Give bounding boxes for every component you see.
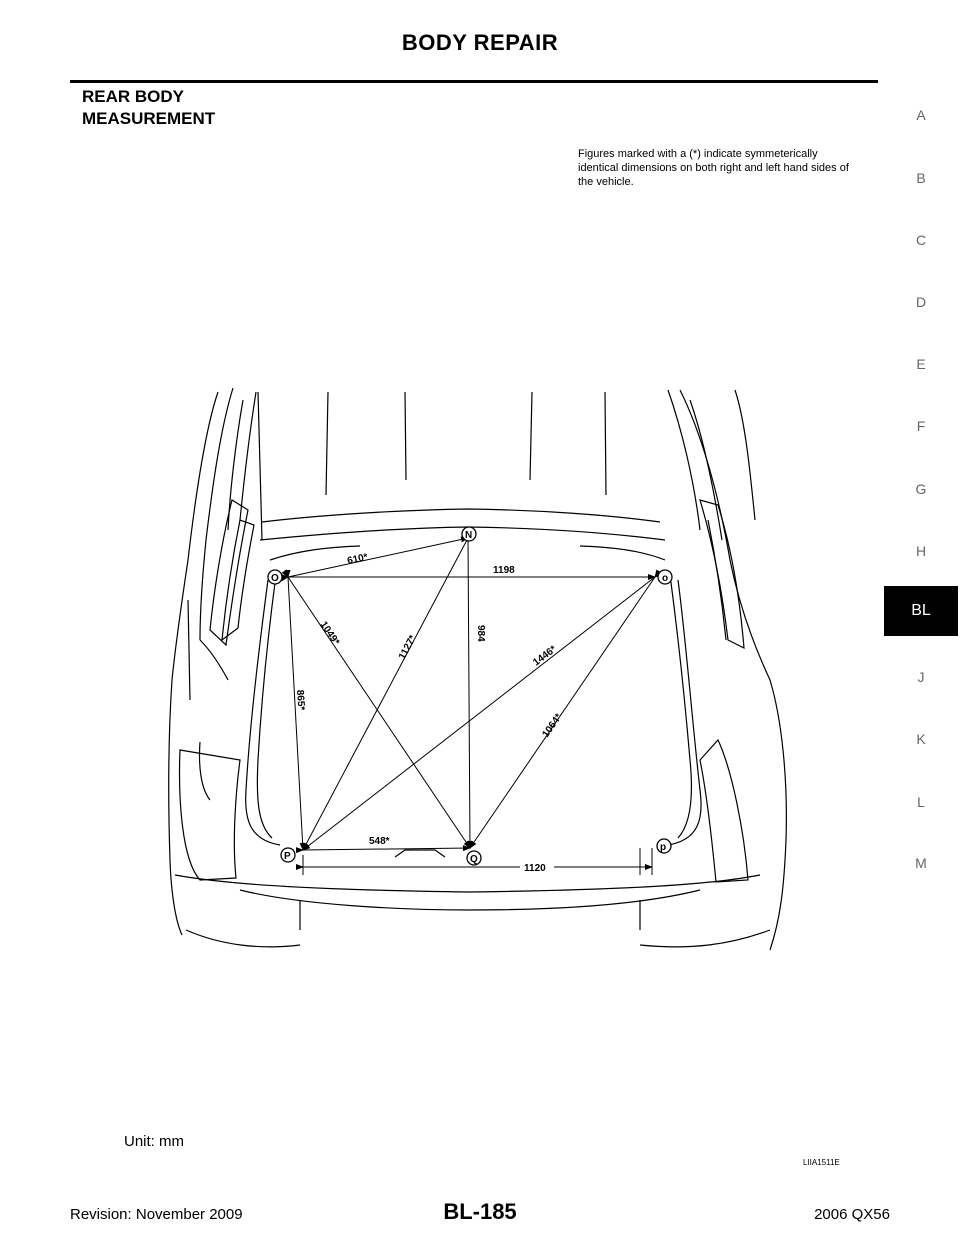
- point-p-label: P: [284, 851, 291, 862]
- point-o-label: O: [271, 573, 279, 584]
- dim-o-o: 1198: [493, 565, 515, 576]
- line-o-p: [303, 577, 655, 850]
- point-q-label: Q: [470, 854, 478, 865]
- tab-f[interactable]: F: [916, 418, 926, 434]
- tab-l[interactable]: L: [917, 794, 925, 810]
- dim-n-o: 610*: [346, 551, 369, 567]
- dim-p-q: 548*: [369, 836, 390, 847]
- tab-e[interactable]: E: [916, 356, 926, 372]
- section-index-tabs: [884, 0, 960, 1242]
- tab-j[interactable]: J: [917, 669, 925, 685]
- unit-label: Unit: mm: [124, 1133, 184, 1150]
- dim-o-q: 1049*: [317, 619, 342, 648]
- point-p-lower-marker: [657, 839, 671, 853]
- line-p-q: [303, 848, 470, 850]
- dim-o-q-right: 1064*: [540, 711, 565, 740]
- point-n-label: N: [465, 530, 473, 541]
- symmetry-note: Figures marked with a (*) indicate symmeterically identical dimensions on both right and left hand sides of the vehicle.: [578, 148, 849, 188]
- line-o-q: [288, 577, 470, 848]
- line-o-q-right: [470, 577, 655, 848]
- footer-revision: Revision: November 2009: [70, 1206, 243, 1223]
- point-o-marker: [268, 570, 282, 584]
- tab-b[interactable]: B: [916, 170, 926, 186]
- point-q-marker: [467, 851, 481, 865]
- point-n-marker: [462, 527, 476, 541]
- footer-page-number: BL-185: [443, 1199, 517, 1224]
- page-header-title: BODY REPAIR: [401, 30, 559, 55]
- figure-id: LIIA1511E: [803, 1158, 840, 1167]
- tab-a[interactable]: A: [916, 107, 926, 123]
- measurement-lines: [288, 538, 655, 875]
- point-o-lower-label: o: [662, 573, 669, 584]
- dim-o-p-left: 865*: [294, 689, 307, 711]
- section-title: REAR BODY: [82, 87, 185, 106]
- dim-p-p: 1120: [524, 863, 546, 874]
- section-subtitle: MEASUREMENT: [82, 109, 216, 128]
- dim-n-q: 984: [475, 625, 486, 642]
- tab-k[interactable]: K: [916, 731, 926, 747]
- tab-g[interactable]: G: [915, 481, 927, 497]
- tab-c[interactable]: C: [915, 232, 927, 248]
- footer-model: 2006 QX56: [814, 1206, 890, 1223]
- tab-h[interactable]: H: [915, 543, 927, 559]
- vehicle-outline: [169, 388, 787, 950]
- line-n-p: [303, 538, 468, 850]
- point-p-lower-label: p: [660, 842, 667, 853]
- line-n-q: [468, 538, 470, 848]
- tab-bl-active[interactable]: BL: [884, 586, 958, 636]
- point-p-marker: [281, 848, 295, 862]
- line-o-p-left: [288, 577, 303, 850]
- point-o-lower-marker: [658, 570, 672, 584]
- line-n-o: [288, 538, 468, 577]
- dim-n-p: 1127*: [396, 633, 419, 662]
- dim-o-p-diag: 1446*: [531, 643, 559, 669]
- tab-m[interactable]: M: [915, 855, 927, 871]
- tab-d[interactable]: D: [915, 294, 927, 310]
